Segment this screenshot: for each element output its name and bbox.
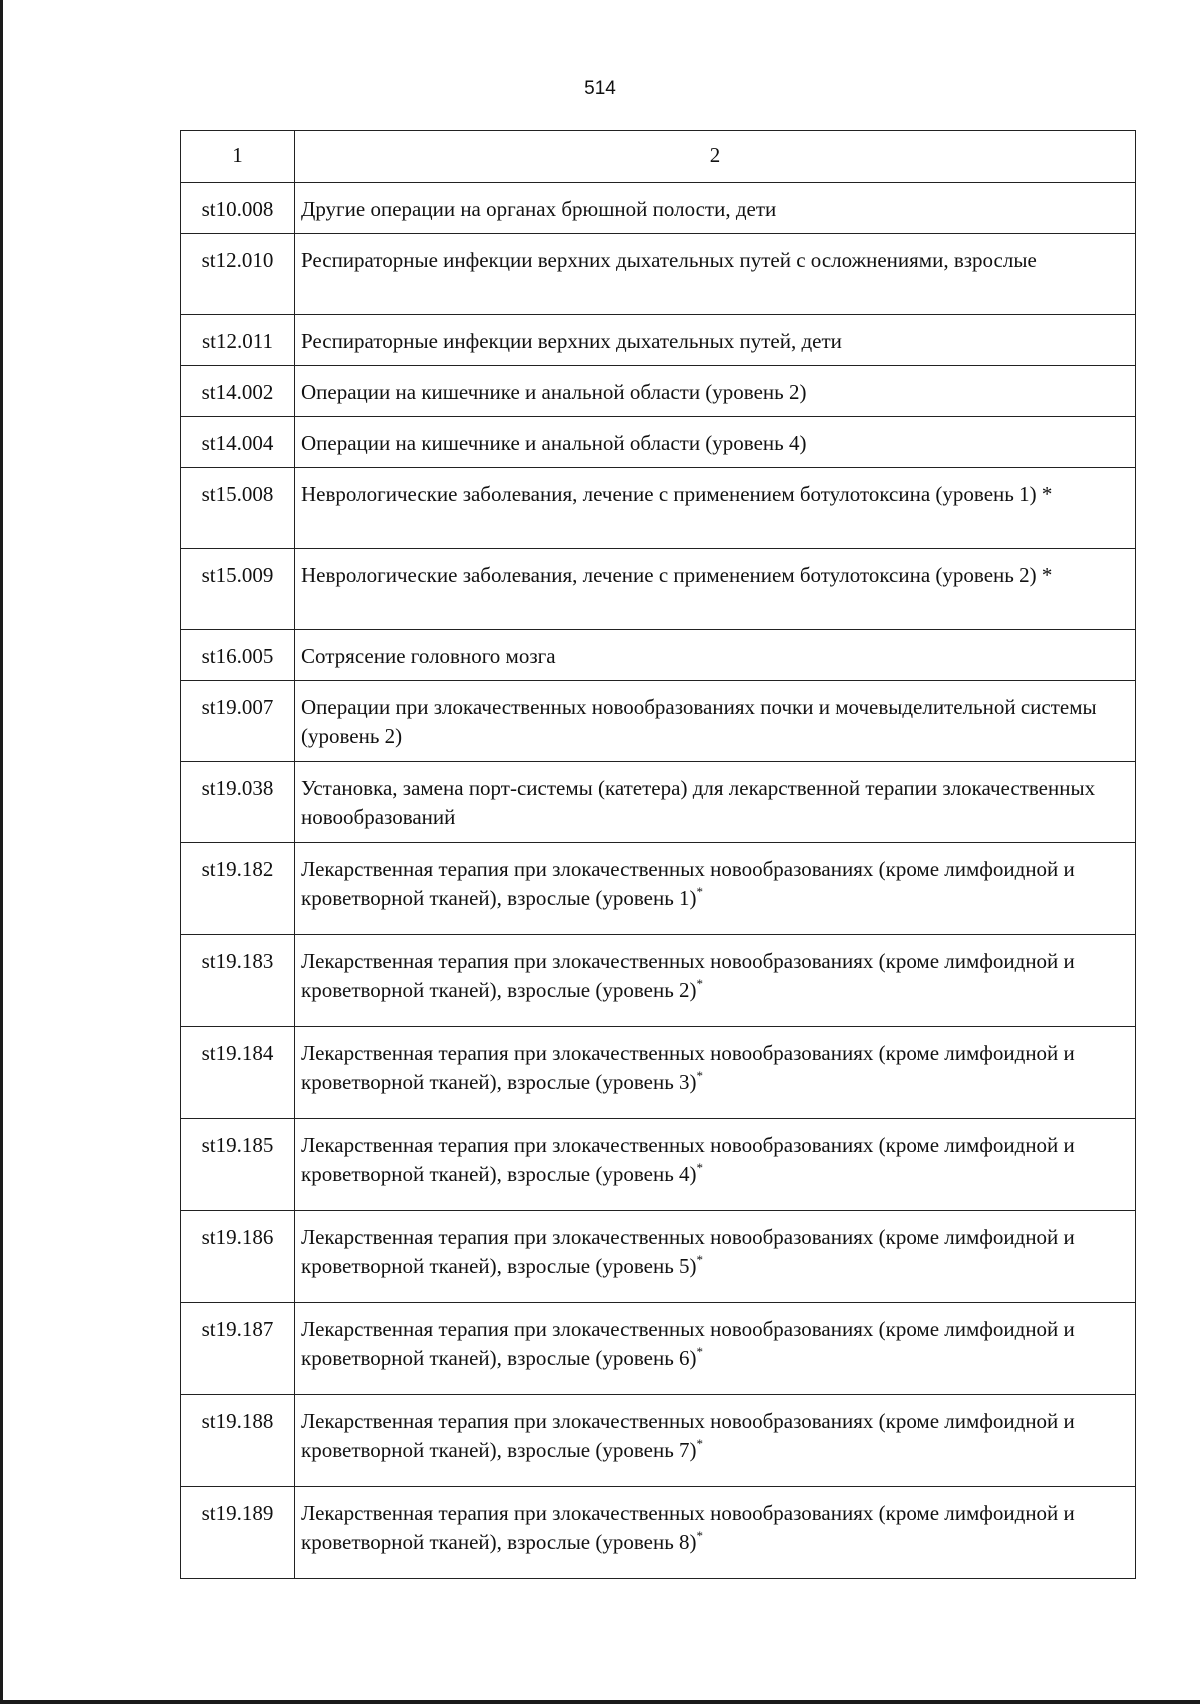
- row-description: [295, 935, 1136, 1027]
- scan-edge-left: [0, 0, 3, 1704]
- codes-table: [180, 130, 1136, 1579]
- row-code: st19.187: [181, 1303, 295, 1395]
- table-row: [181, 762, 1136, 843]
- row-description-text: Другие операции на органах брюшной полости, дети: [301, 197, 777, 221]
- table-row: [181, 366, 1136, 417]
- footnote-asterisk: *: [696, 1252, 704, 1267]
- row-description: [295, 468, 1136, 549]
- table-row: [181, 843, 1136, 935]
- row-description: [295, 630, 1136, 681]
- row-code: st14.004: [181, 417, 295, 468]
- row-code: st19.184: [181, 1027, 295, 1119]
- footnote-asterisk: *: [696, 884, 704, 899]
- table-row: [181, 417, 1136, 468]
- row-code: st19.038: [181, 762, 295, 843]
- table-row: [181, 183, 1136, 234]
- row-description: [295, 1211, 1136, 1303]
- column-header-1: 1: [181, 131, 295, 183]
- row-description-text: Лекарственная терапия при злокачественных новообразованиях (кроме лимфоидной и кроветворной тканей), взрослые (уровень 3): [301, 1041, 1075, 1094]
- row-description-text: Лекарственная терапия при злокачественных новообразованиях (кроме лимфоидной и кроветворной тканей), взрослые (уровень 6): [301, 1317, 1075, 1370]
- row-description: [295, 1027, 1136, 1119]
- row-code: st15.009: [181, 549, 295, 630]
- row-code: st19.183: [181, 935, 295, 1027]
- table-row: [181, 681, 1136, 762]
- footnote-asterisk: *: [696, 1160, 704, 1175]
- table-row: [181, 315, 1136, 366]
- row-code: st15.008: [181, 468, 295, 549]
- row-description: [295, 315, 1136, 366]
- row-description: [295, 1487, 1136, 1579]
- row-description-text: Лекарственная терапия при злокачественных новообразованиях (кроме лимфоидной и кроветворной тканей), взрослые (уровень 4): [301, 1133, 1075, 1186]
- page-number: 514: [584, 78, 616, 99]
- row-description: [295, 681, 1136, 762]
- table-row: [181, 1211, 1136, 1303]
- row-code: st19.189: [181, 1487, 295, 1579]
- row-description-text: Неврологические заболевания, лечение с применением ботулотоксина (уровень 2) *: [301, 563, 1053, 587]
- row-description: [295, 234, 1136, 315]
- column-header-2: 2: [295, 131, 1136, 183]
- footnote-asterisk: *: [696, 1528, 704, 1543]
- row-description: [295, 1119, 1136, 1211]
- row-description-text: Лекарственная терапия при злокачественных новообразованиях (кроме лимфоидной и кроветворной тканей), взрослые (уровень 8): [301, 1501, 1075, 1554]
- table-row: [181, 1487, 1136, 1579]
- row-description: [295, 366, 1136, 417]
- row-code: st12.010: [181, 234, 295, 315]
- scan-edge-bottom: [0, 1700, 1200, 1704]
- row-code: st12.011: [181, 315, 295, 366]
- table-row: [181, 1395, 1136, 1487]
- row-description-text: Респираторные инфекции верхних дыхательных путей с осложнениями, взрослые: [301, 248, 1037, 272]
- footnote-asterisk: *: [696, 1344, 704, 1359]
- row-code: st10.008: [181, 183, 295, 234]
- table-row: [181, 935, 1136, 1027]
- row-description-text: Операции на кишечнике и анальной области (уровень 2): [301, 380, 807, 404]
- table-row: [181, 630, 1136, 681]
- row-description-text: Неврологические заболевания, лечение с применением ботулотоксина (уровень 1) *: [301, 482, 1053, 506]
- table-row: [181, 549, 1136, 630]
- row-description: [295, 1303, 1136, 1395]
- table-row: [181, 468, 1136, 549]
- row-description-text: Операции на кишечнике и анальной области (уровень 4): [301, 431, 807, 455]
- row-description: [295, 549, 1136, 630]
- table-header-row: [181, 131, 1136, 183]
- row-code: st14.002: [181, 366, 295, 417]
- row-code: st19.185: [181, 1119, 295, 1211]
- table-row: [181, 1119, 1136, 1211]
- row-description: [295, 843, 1136, 935]
- table-row: [181, 1303, 1136, 1395]
- row-description: [295, 417, 1136, 468]
- row-code: st19.188: [181, 1395, 295, 1487]
- footnote-asterisk: *: [696, 1068, 704, 1083]
- row-description-text: Лекарственная терапия при злокачественных новообразованиях (кроме лимфоидной и кроветворной тканей), взрослые (уровень 5): [301, 1225, 1075, 1278]
- row-code: st19.007: [181, 681, 295, 762]
- row-description: [295, 183, 1136, 234]
- row-description-text: Лекарственная терапия при злокачественных новообразованиях (кроме лимфоидной и кроветворной тканей), взрослые (уровень 7): [301, 1409, 1075, 1462]
- table-row: [181, 1027, 1136, 1119]
- row-description-text: Установка, замена порт-системы (катетера) для лекарственной терапии злокачественных новообразований: [301, 776, 1096, 829]
- row-description: [295, 1395, 1136, 1487]
- row-description-text: Респираторные инфекции верхних дыхательных путей, дети: [301, 329, 842, 353]
- row-code: st16.005: [181, 630, 295, 681]
- row-description-text: Лекарственная терапия при злокачественных новообразованиях (кроме лимфоидной и кроветворной тканей), взрослые (уровень 1): [301, 857, 1075, 910]
- row-description-text: Сотрясение головного мозга: [301, 644, 556, 668]
- table-row: [181, 234, 1136, 315]
- footnote-asterisk: *: [696, 1436, 704, 1451]
- row-description: [295, 762, 1136, 843]
- row-code: st19.186: [181, 1211, 295, 1303]
- row-description-text: Лекарственная терапия при злокачественных новообразованиях (кроме лимфоидной и кроветворной тканей), взрослые (уровень 2): [301, 949, 1075, 1002]
- row-code: st19.182: [181, 843, 295, 935]
- footnote-asterisk: *: [696, 976, 704, 991]
- row-description-text: Операции при злокачественных новообразованиях почки и мочевыделительной системы (уровень 2): [301, 695, 1097, 748]
